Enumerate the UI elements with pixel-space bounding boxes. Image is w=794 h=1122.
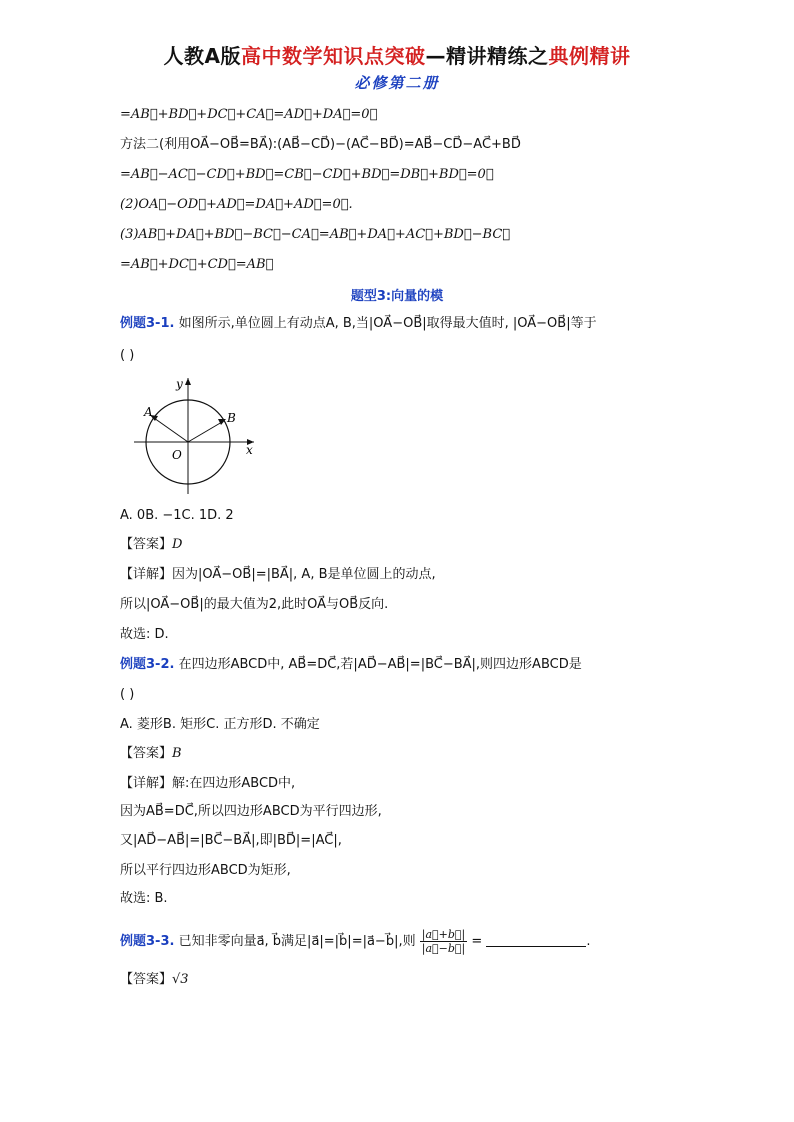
y-axis-arrow bbox=[185, 378, 191, 385]
title-red: 高中数学知识点突破 bbox=[240, 44, 426, 68]
example-3-1-paren: ( ) bbox=[120, 348, 135, 363]
example-3-1-detail-3: 故选: D. bbox=[120, 627, 169, 642]
example-label: 例题3-3. bbox=[120, 934, 175, 949]
x-label: x bbox=[246, 443, 253, 457]
example-3-1-answer bbox=[120, 536, 182, 554]
example-3-2-detail-4: 所以平行四边形ABCD为矩形, bbox=[120, 863, 291, 878]
example-text: 如图所示,单位圆上有动点A, B,当|OA⃗−OB⃗|取得最大值时, |OA⃗−OB⃗|等于 bbox=[178, 316, 597, 331]
example-label: 例题3-1. bbox=[120, 316, 175, 331]
example-3-2-stem bbox=[120, 656, 582, 674]
answer-value: B bbox=[172, 746, 182, 761]
example-3-1-detail-2: 所以|OA⃗−OB⃗|的最大值为2,此时OA⃗与OB⃗反向. bbox=[120, 597, 389, 612]
answer-label: 【答案】 bbox=[120, 537, 173, 552]
solution-line-2: 方法二(利用OA⃗−OB⃗=BA⃗):(AB⃗−CD⃗)−(AC⃗−BD⃗)=AB⃗−CD⃗−AC⃗+BD⃗ bbox=[120, 137, 521, 152]
example-label: 例题3-2. bbox=[120, 657, 175, 672]
title-mid: —精讲精练之 bbox=[425, 44, 549, 68]
example-3-1-stem bbox=[120, 315, 597, 333]
vector-oa bbox=[154, 418, 188, 442]
unit-circle-diagram bbox=[130, 372, 260, 498]
fraction-denominator: |a⃗−b⃗| bbox=[421, 942, 466, 955]
page-title bbox=[0, 40, 794, 69]
equals-sign: = bbox=[471, 934, 483, 949]
example-3-1-options: A. 0B. −1C. 1D. 2 bbox=[120, 508, 234, 523]
answer-value: D bbox=[172, 537, 183, 552]
example-3-1-detail-1: 【详解】因为|OA⃗−OB⃗|=|BA⃗|, A, B是单位圆上的动点, bbox=[120, 567, 436, 582]
page-subtitle: 必修第二册 bbox=[354, 74, 440, 92]
example-3-2-answer bbox=[120, 745, 182, 763]
y-label: y bbox=[176, 377, 183, 391]
answer-label: 【答案】 bbox=[120, 746, 173, 761]
example-3-2-paren: ( ) bbox=[120, 687, 135, 702]
example-3-2-detail-5: 故选: B. bbox=[120, 891, 168, 906]
solution-line-5: (3)AB⃗+DA⃗+BD⃗−BC⃗−CA⃗=AB⃗+DA⃗+AC⃗+BD⃗−BC⃗ bbox=[120, 227, 511, 242]
solution-line-1: =AB⃗+BD⃗+DC⃗+CA⃗=AD⃗+DA⃗=0⃗ bbox=[120, 107, 378, 122]
example-3-3-answer bbox=[120, 971, 189, 989]
solution-line-4: (2)OA⃗−OD⃗+AD⃗=DA⃗+AD⃗=0⃗. bbox=[120, 197, 353, 212]
section-title: 题型3:向量的模 bbox=[350, 289, 444, 304]
origin-label: O bbox=[172, 448, 182, 462]
example-3-2-detail-2: 因为AB⃗=DC⃗,所以四边形ABCD为平行四边形, bbox=[120, 804, 382, 819]
title-red2: 典例精讲 bbox=[548, 44, 631, 68]
solution-line-6: =AB⃗+DC⃗+CD⃗=AB⃗ bbox=[120, 257, 274, 272]
vector-ob bbox=[188, 422, 222, 442]
example-3-2-detail-3: 又|AD⃗−AB⃗|=|BC⃗−BA⃗|,即|BD⃗|=|AC⃗|, bbox=[120, 833, 342, 848]
answer-label: 【答案】 bbox=[120, 972, 173, 987]
example-text: 在四边形ABCD中, AB⃗=DC⃗,若|AD⃗−AB⃗|=|BC⃗−BA⃗|,则四边形ABCD是 bbox=[178, 657, 582, 672]
title-prefix: 人教A版 bbox=[163, 44, 241, 68]
solution-line-3: =AB⃗−AC⃗−CD⃗+BD⃗=CB⃗−CD⃗+BD⃗=DB⃗+BD⃗=0⃗ bbox=[120, 167, 494, 182]
example-3-3-stem: 例题3-3. 已知非零向量a⃗, b⃗满足|a⃗|=|b⃗|=|a⃗−b⃗|,则 $\frac{|a⃗+b⃗|}{|a⃗-b⃗|}$ = . bbox=[120, 928, 591, 955]
point-b-label: B bbox=[227, 411, 236, 425]
example-3-2-detail-1: 【详解】解:在四边形ABCD中, bbox=[120, 776, 296, 791]
fraction-numerator: |a⃗+b⃗| bbox=[421, 928, 466, 941]
answer-value: √3 bbox=[172, 972, 189, 987]
answer-blank bbox=[486, 934, 586, 947]
example-3-2-options: A. 菱形B. 矩形C. 正方形D. 不确定 bbox=[120, 717, 320, 732]
fraction bbox=[420, 928, 467, 955]
example-text: 已知非零向量a⃗, b⃗满足|a⃗|=|b⃗|=|a⃗−b⃗|,则 bbox=[178, 934, 416, 949]
point-a-label: A bbox=[144, 405, 153, 419]
